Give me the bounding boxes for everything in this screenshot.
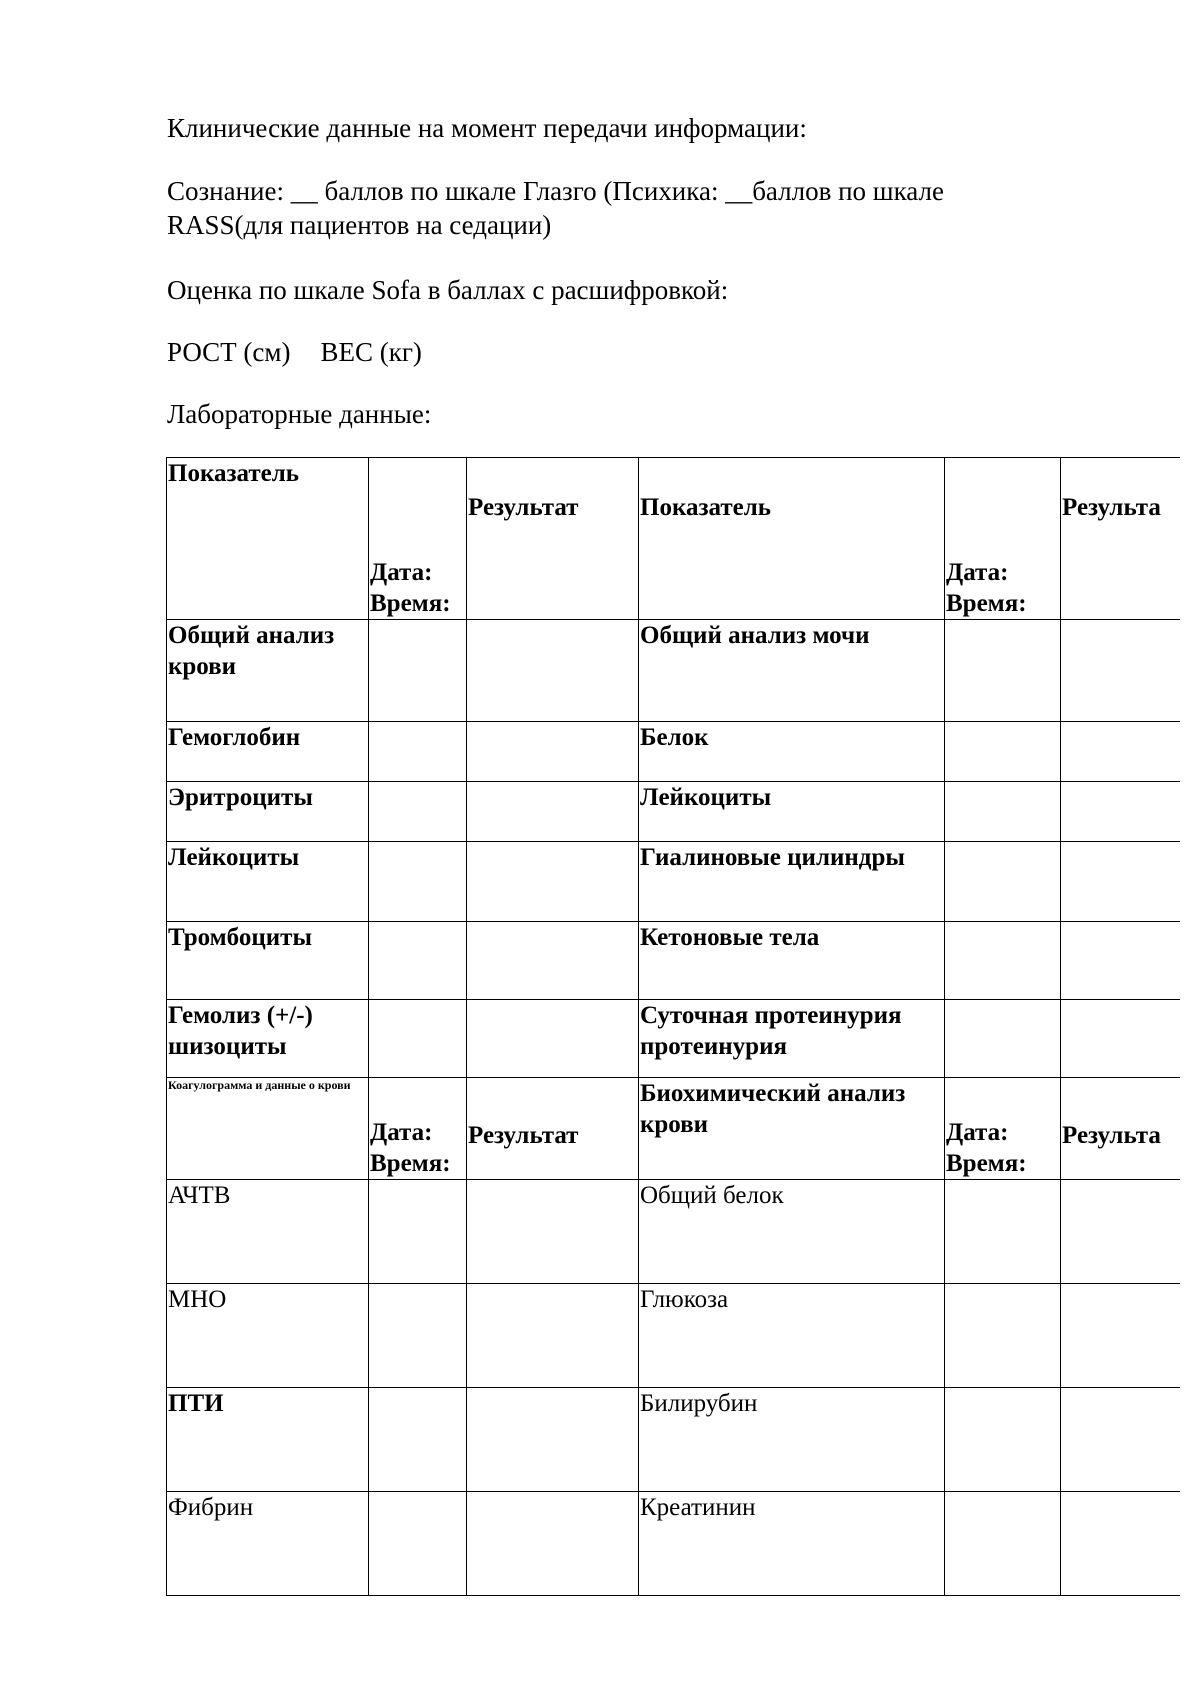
result-cell[interactable] <box>1061 1388 1181 1492</box>
date-cell[interactable] <box>369 1388 467 1492</box>
date-cell[interactable] <box>369 782 467 842</box>
date-cell[interactable] <box>945 922 1061 1000</box>
table-row <box>167 1388 1181 1492</box>
height-weight-line <box>167 337 422 368</box>
date-cell[interactable] <box>945 1492 1061 1596</box>
urine-test-name: Гиалиновые цилиндры <box>639 842 945 922</box>
result-label: Результат <box>468 1122 579 1149</box>
header-datetime-right <box>945 458 1061 620</box>
table-row <box>167 922 1181 1000</box>
time-label: Время: <box>946 590 1027 617</box>
table-row <box>167 842 1181 922</box>
blood-test-name: Общий анализ крови <box>167 620 369 722</box>
blood-test-name: Гемоглобин <box>167 722 369 782</box>
header-indicator-left: Показатель <box>167 458 369 620</box>
date-cell[interactable] <box>945 722 1061 782</box>
rass-line: RASS(для пациентов на седации) <box>167 210 552 240</box>
blood-test-name: Лейкоциты <box>167 842 369 922</box>
biochem-test-name: Билирубин <box>639 1388 945 1492</box>
table-row <box>167 1180 1181 1284</box>
date-cell[interactable] <box>369 722 467 782</box>
sofa-score-line: Оценка по шкале Sofa в баллах с расшифровкой: <box>167 275 729 305</box>
result-cell[interactable] <box>1061 722 1181 782</box>
coag-test-name: МНО <box>167 1284 369 1388</box>
weight-label: ВЕС (кг) <box>320 337 422 367</box>
biochem-test-name: Глюкоза <box>639 1284 945 1388</box>
coag-test-name: ПТИ <box>167 1388 369 1492</box>
lab-data-heading: Лабораторные данные: <box>167 399 432 429</box>
table-row <box>167 722 1181 782</box>
section-header-row <box>167 1078 1181 1180</box>
urine-test-name: Кетоновые тела <box>639 922 945 1000</box>
time-label: Время: <box>946 1150 1027 1177</box>
result-cell[interactable] <box>467 722 639 782</box>
section-result-left <box>467 1078 639 1180</box>
biochem-test-name: Общий белок <box>639 1180 945 1284</box>
result-cell[interactable] <box>467 1492 639 1596</box>
result-cell[interactable] <box>467 1284 639 1388</box>
date-cell[interactable] <box>945 1284 1061 1388</box>
table-row <box>167 1000 1181 1078</box>
blood-test-name: Тромбоциты <box>167 922 369 1000</box>
date-label: Дата: <box>946 559 1009 586</box>
table-header-row <box>167 458 1181 620</box>
table-row <box>167 1284 1181 1388</box>
header-result-right <box>1061 458 1181 620</box>
result-cell[interactable] <box>1061 842 1181 922</box>
table-row <box>167 620 1181 722</box>
urine-test-name: Белок <box>639 722 945 782</box>
result-label-right: Результа <box>1062 1122 1161 1149</box>
result-cell[interactable] <box>1061 620 1181 722</box>
date-label: Дата: <box>370 1119 433 1146</box>
date-cell[interactable] <box>369 1492 467 1596</box>
blood-test-name: Эритроциты <box>167 782 369 842</box>
blood-test-name: Гемолиз (+/-) шизоциты <box>167 1000 369 1078</box>
urine-test-name: Лейкоциты <box>639 782 945 842</box>
coagulogram-title: Коагулограмма и данные о крови <box>167 1078 369 1180</box>
time-label: Время: <box>370 590 451 617</box>
height-label: РОСТ (см) <box>167 337 291 367</box>
lab-table-container <box>166 457 1180 1601</box>
consciousness-line: Сознание: __ баллов по шкале Глазго (Психика: __баллов по шкале <box>167 176 944 206</box>
result-cell[interactable] <box>1061 1284 1181 1388</box>
table-row <box>167 782 1181 842</box>
urine-test-name: Общий анализ мочи <box>639 620 945 722</box>
header-result-left <box>467 458 639 620</box>
date-cell[interactable] <box>945 782 1061 842</box>
result-cell[interactable] <box>467 1000 639 1078</box>
result-cell[interactable] <box>1061 782 1181 842</box>
result-cell[interactable] <box>467 1388 639 1492</box>
date-cell[interactable] <box>369 620 467 722</box>
section-result-right <box>1061 1078 1181 1180</box>
date-cell[interactable] <box>369 1000 467 1078</box>
date-cell[interactable] <box>369 922 467 1000</box>
result-label-right: Результа <box>1062 494 1161 521</box>
result-cell[interactable] <box>467 842 639 922</box>
header-datetime-left <box>369 458 467 620</box>
coag-test-name: Фибрин <box>167 1492 369 1596</box>
date-label: Дата: <box>946 1119 1009 1146</box>
section-datetime-left <box>369 1078 467 1180</box>
header-indicator-right <box>639 458 945 620</box>
result-label: Результат <box>468 494 579 521</box>
date-cell[interactable] <box>945 842 1061 922</box>
date-cell[interactable] <box>369 1180 467 1284</box>
coag-test-name: АЧТВ <box>167 1180 369 1284</box>
section-datetime-right <box>945 1078 1061 1180</box>
biochem-test-name: Креатинин <box>639 1492 945 1596</box>
result-cell[interactable] <box>1061 1492 1181 1596</box>
indicator-label-right: Показатель <box>640 494 771 521</box>
result-cell[interactable] <box>467 782 639 842</box>
time-label: Время: <box>370 1150 451 1177</box>
result-cell[interactable] <box>467 620 639 722</box>
date-cell[interactable] <box>945 1000 1061 1078</box>
biochemistry-title: Биохимический анализ крови <box>639 1078 945 1180</box>
result-cell[interactable] <box>1061 1000 1181 1078</box>
clinical-data-heading: Клинические данные на момент передачи информации: <box>167 113 807 143</box>
date-cell[interactable] <box>945 1388 1061 1492</box>
date-cell[interactable] <box>369 842 467 922</box>
result-cell[interactable] <box>1061 1180 1181 1284</box>
date-cell[interactable] <box>369 1284 467 1388</box>
date-cell[interactable] <box>945 1180 1061 1284</box>
result-cell[interactable] <box>467 1180 639 1284</box>
result-cell[interactable] <box>467 922 639 1000</box>
lab-results-table <box>166 457 1180 1596</box>
result-cell[interactable] <box>1061 922 1181 1000</box>
table-row <box>167 1492 1181 1596</box>
urine-test-name: Суточная протеинурия протеинурия <box>639 1000 945 1078</box>
date-label: Дата: <box>370 559 433 586</box>
date-cell[interactable] <box>945 620 1061 722</box>
